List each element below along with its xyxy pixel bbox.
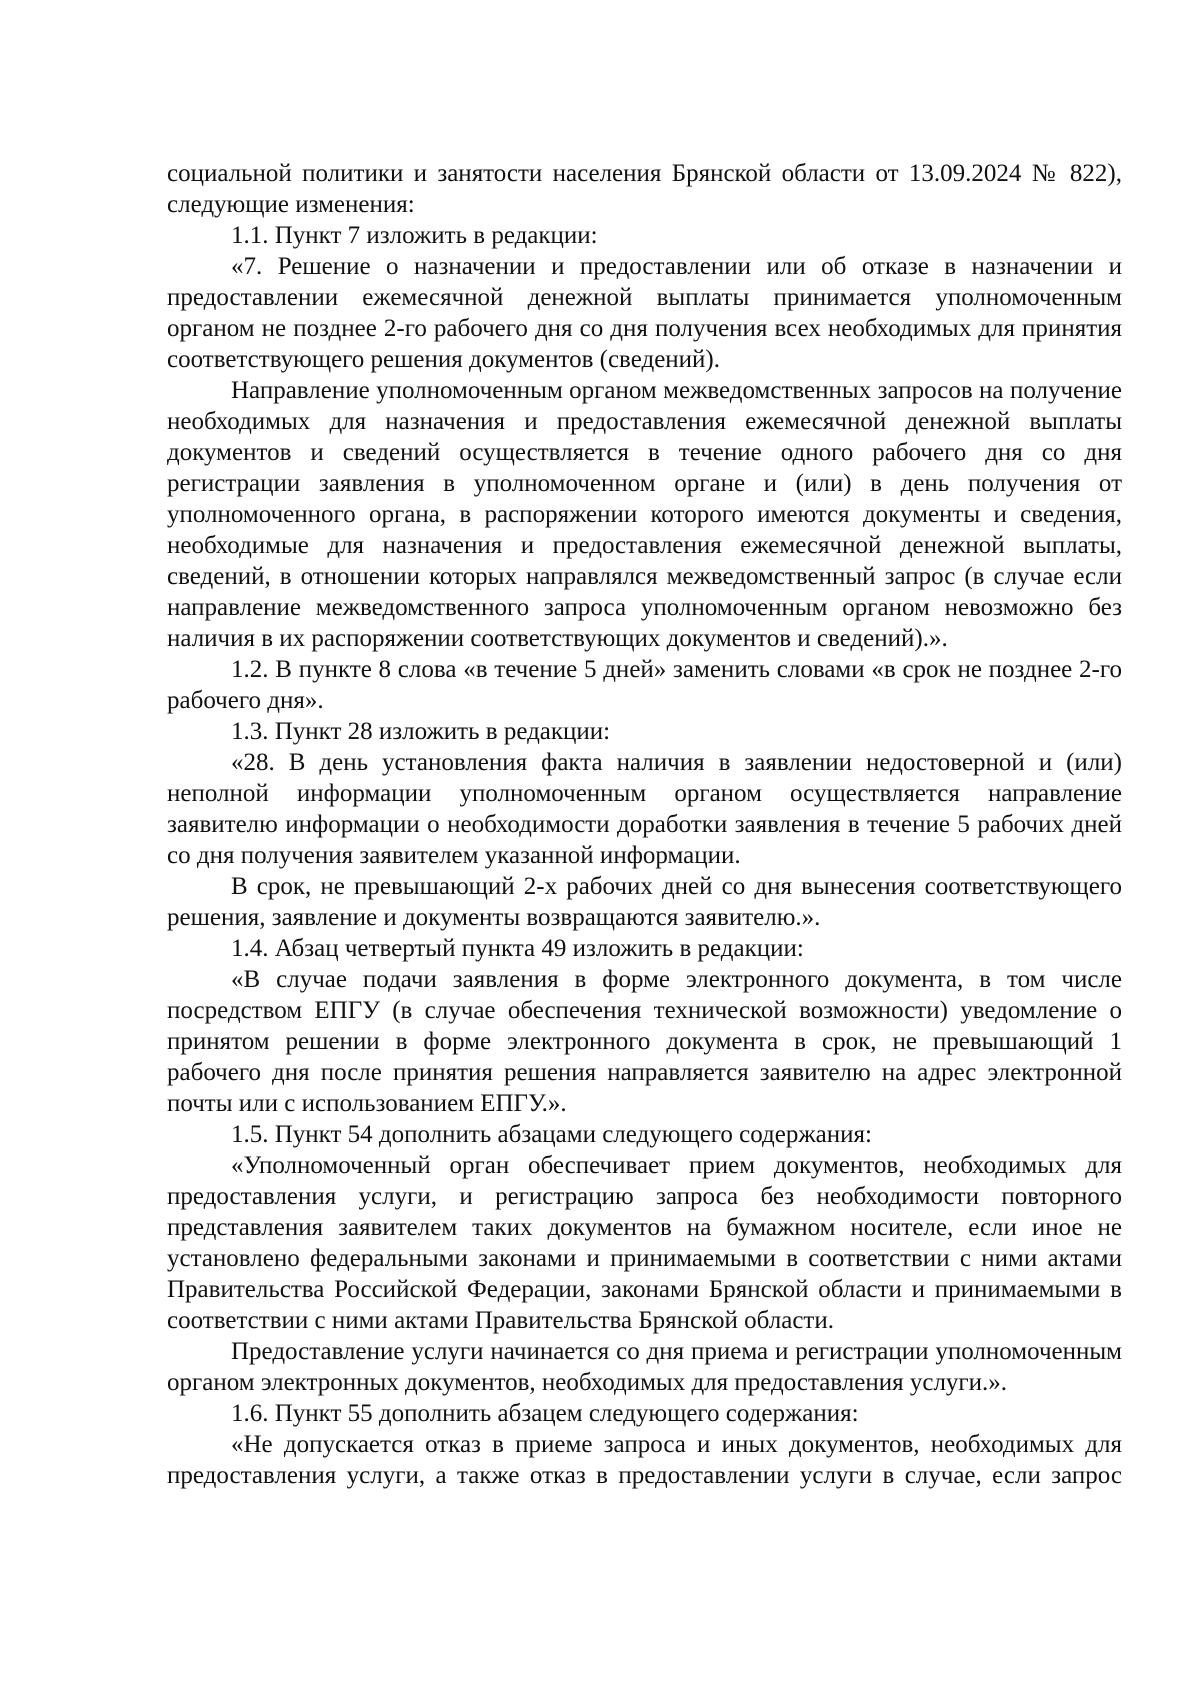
paragraph-item-1-2: 1.2. В пункте 8 слова «в течение 5 дней» заменить словами «в срок не позднее 2-го рабочего дня». bbox=[167, 656, 1122, 714]
paragraph-item-1-3: 1.3. Пункт 28 изложить в редакции: bbox=[231, 718, 611, 745]
paragraph-interagency-requests: Направление уполномоченным органом межведомственных запросов на получение необходимых для назначения и предоставления ежемесячной денежной выплаты документов и сведений осуществляется в течение одного рабочего дня со дня регистрации заявления в уполномоченном органе и (или) в день получения от уполномоченного органа, в распоряжении которого имеются документы и сведения, необходимые для назначения и предоставления ежемесячной денежной выплаты, сведений, в отношении которых направлялся межведомственный запрос (в случае если направление межведомственного запроса уполномоченным органом невозможно без наличия в их распоряжении соответствующих документов и сведений).». bbox=[167, 377, 1122, 652]
paragraph-quote-28: «28. В день установления факта наличия в заявлении недостоверной и (или) неполной информации уполномоченным органом осуществляется направление заявителю информации о необходимости доработки заявления в течение 5 рабочих дней со дня получения заявителем указанной информации. bbox=[167, 749, 1122, 869]
paragraph-quote-49: «В случае подачи заявления в форме электронного документа, в том числе посредством ЕПГУ (в случае обеспечения технической возможности) уведомление о принятом решении в форме электронного документа в срок, не превышающий 1 рабочего дня после принятия решения направляется заявителю на адрес электронной почты или с использованием ЕПГУ.». bbox=[167, 966, 1122, 1117]
paragraph-item-1-4: 1.4. Абзац четвертый пункта 49 изложить в редакции: bbox=[231, 935, 804, 962]
paragraph-quote-7: «7. Решение о назначении и предоставлении или об отказе в назначении и предоставлении ежемесячной денежной выплаты принимается уполномоченным органом не позднее 2-го рабочего дня со дня получения всех необходимых для принятия соответствующего решения документов (сведений). bbox=[167, 253, 1122, 373]
paragraph-return-documents: В срок, не превышающий 2-х рабочих дней со дня вынесения соответствующего решения, заявление и документы возвращаются заявителю.». bbox=[167, 873, 1122, 931]
paragraph-intro: социальной политики и занятости населения Брянской области от 13.09.2024 № 822), следующие изменения: bbox=[167, 160, 1122, 218]
paragraph-quote-54: «Уполномоченный орган обеспечивает прием документов, необходимых для предоставления услуги, и регистрацию запроса без необходимости повторного представления заявителем таких документов на бумажном носителе, если иное не установлено федеральными законами и принимаемыми в соответствии с ними актами Правительства Российской Федерации, законами Брянской области и принимаемыми в соответствии с ними актами Правительства Брянской области. bbox=[167, 1152, 1122, 1334]
paragraph-item-1-5: 1.5. Пункт 54 дополнить абзацами следующего содержания: bbox=[231, 1121, 872, 1148]
document-page bbox=[167, 158, 1122, 1491]
paragraph-quote-55: «Не допускается отказ в приеме запроса и иных документов, необходимых для предоставления услуги, а также отказ в предоставлении услуги в случае, если запрос bbox=[167, 1431, 1122, 1489]
paragraph-item-1-6: 1.6. Пункт 55 дополнить абзацем следующего содержания: bbox=[231, 1400, 859, 1427]
paragraph-service-start: Предоставление услуги начинается со дня приема и регистрации уполномоченным органом электронных документов, необходимых для предоставления услуги.». bbox=[167, 1338, 1122, 1396]
paragraph-item-1-1: 1.1. Пункт 7 изложить в редакции: bbox=[231, 222, 598, 249]
